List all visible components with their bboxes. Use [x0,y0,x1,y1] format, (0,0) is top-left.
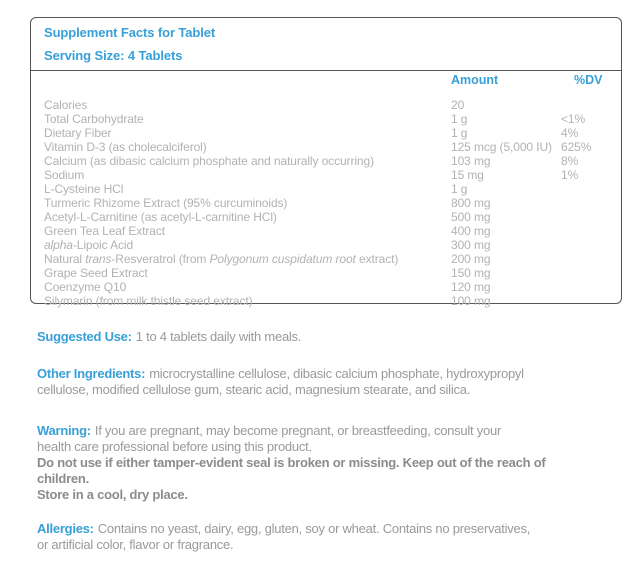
allergies-label: Allergies: [37,521,94,536]
warning-bold-line1: Do not use if either tamper-evident seal is broken or missing. Keep out of the reach of [37,455,546,470]
table-row [31,140,621,154]
ingredient-dv [561,224,621,238]
ingredient-amount: 150 mg [451,266,491,280]
ingredient-name: Vitamin D-3 (as cholecalciferol) [44,140,207,154]
ingredient-name: Coenzyme Q10 [44,280,127,294]
column-headers [31,73,621,87]
warning-line1 [37,423,632,439]
other-ingredients-section [37,366,632,398]
header-divider [31,70,621,71]
ingredient-amount: 1 g [451,112,468,126]
ingredient-amount: 100 mg [451,294,491,308]
ingredient-name: Green Tea Leaf Extract [44,224,165,238]
ingredient-amount: 15 mg [451,168,484,182]
ingredient-amount: 120 mg [451,280,491,294]
allergies-line1 [37,521,632,537]
allergies-section [37,521,632,553]
ingredient-dv: 625% [561,140,592,154]
ingredient-name: Dietary Fiber [44,126,112,140]
ingredient-dv [561,252,621,266]
supplement-facts-panel [30,17,622,308]
ingredient-name: Natural trans-Resveratrol (from Polygonum cuspidatum root extract) [44,252,399,266]
ingredient-dv: 1% [561,168,579,182]
warning-text1: If you are pregnant, may become pregnant, or breastfeeding, consult your [94,423,502,438]
warning-section [37,423,632,503]
warning-label: Warning: [37,423,91,438]
ingredient-dv [561,210,621,224]
table-row [31,182,621,196]
ingredient-dv: 8% [561,154,579,168]
suggested-use-text: 1 to 4 tablets daily with meals. [135,329,302,344]
ingredient-amount: 300 mg [451,238,491,252]
table-row [31,266,621,280]
serving-size: Serving Size: 4 Tablets [44,48,183,63]
suggested-use-label: Suggested Use: [37,329,132,344]
amount-column-header: Amount [451,73,499,87]
ingredient-name: Calories [44,98,88,112]
ingredient-name: L-Cysteine HCl [44,182,124,196]
ingredient-name: Turmeric Rhizome Extract (95% curcuminoids) [44,196,288,210]
storage-instruction: Store in a cool, dry place. [37,487,188,502]
table-row [31,238,621,252]
ingredient-name: Acetyl-L-Carnitine (as acetyl-L-carnitine HCl) [44,210,277,224]
ingredient-amount: 20 [451,98,465,112]
ingredient-dv [561,98,621,112]
ingredient-dv [561,280,621,294]
ingredient-dv [561,196,621,210]
other-ingredients-text1: microcrystalline cellulose, dibasic calcium phosphate, hydroxypropyl [149,366,524,381]
warning-line2: health care professional before using this product. [37,439,312,454]
table-row [31,224,621,238]
ingredient-name: alpha-Lipoic Acid [44,238,134,252]
table-row [31,196,621,210]
ingredient-amount: 1 g [451,126,468,140]
table-row [31,154,621,168]
other-ingredients-line1 [37,366,632,382]
ingredient-name: Silymarin (from milk thistle seed extract) [44,294,253,308]
table-row [31,294,621,308]
ingredient-amount: 500 mg [451,210,491,224]
table-row [31,280,621,294]
ingredient-dv [561,238,621,252]
table-row [31,126,621,140]
other-ingredients-label: Other Ingredients: [37,366,146,381]
ingredient-amount: 125 mcg (5,000 IU) [451,140,552,154]
ingredient-dv: <1% [561,112,586,126]
ingredient-amount: 800 mg [451,196,491,210]
ingredient-name: Total Carbohydrate [44,112,144,126]
table-row [31,168,621,182]
warning-bold-line2: children. [37,471,89,486]
suggested-use-line [37,329,632,345]
other-ingredients-line2: cellulose, modified cellulose gum, stearic acid, magnesium stearate, and silica. [37,382,471,397]
dv-column-header: %DV [574,73,603,87]
ingredient-name: Sodium [44,168,85,182]
table-row [31,112,621,126]
table-row [31,98,621,112]
ingredient-dv [561,266,621,280]
ingredient-dv: 4% [561,126,579,140]
ingredient-name: Grape Seed Extract [44,266,148,280]
ingredient-amount: 200 mg [451,252,491,266]
table-row [31,210,621,224]
ingredient-dv [561,182,621,196]
ingredient-name: Calcium (as dibasic calcium phosphate and naturally occurring) [44,154,374,168]
facts-rows [31,98,621,308]
table-row [31,252,621,266]
suggested-use-section [37,329,632,345]
ingredient-amount: 400 mg [451,224,491,238]
ingredient-dv [561,294,621,308]
ingredient-amount: 1 g [451,182,468,196]
allergies-text1: Contains no yeast, dairy, egg, gluten, soy or wheat. Contains no preservatives, [97,521,531,536]
facts-title: Supplement Facts for Tablet [44,25,216,40]
allergies-line2: or artificial color, flavor or fragrance. [37,537,234,552]
ingredient-amount: 103 mg [451,154,491,168]
